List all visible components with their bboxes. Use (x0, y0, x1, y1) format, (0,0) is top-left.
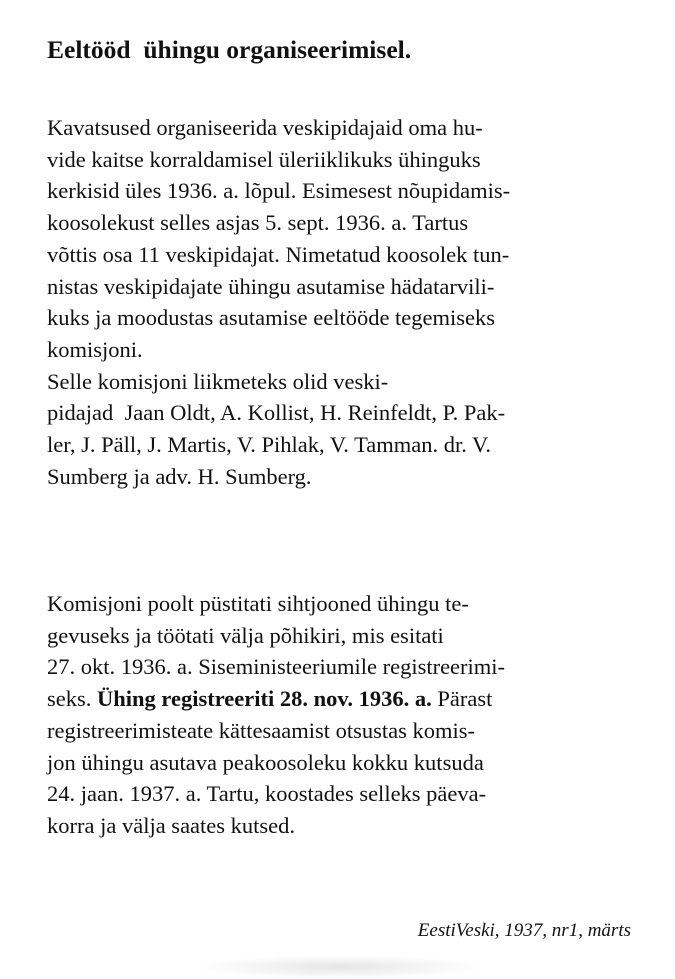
line-text: Pärast (431, 686, 493, 712)
paragraph-1-line: kerkisid üles 1936. a. lõpul. Esimesest nõupidamis- (47, 178, 511, 204)
paragraph-2 (47, 588, 505, 842)
paragraph-2-line: Komisjoni poolt püstitati sihtjooned ühingu te- (47, 591, 469, 616)
paragraph-1-line: võttis osa 11 veskipidajat. Nimetatud koosolek tun- (47, 241, 510, 267)
paragraph-1-line: Kavatsused organiseerida veskipidajaid oma hu- (47, 115, 483, 140)
line-text: seks. (47, 686, 97, 712)
paragraph-1-line: koosolekust selles asjas 5. sept. 1936. a. Tartus (47, 210, 469, 236)
paragraph-2-line: 27. okt. 1936. a. Siseministeeriumile registreerimi- (47, 654, 506, 680)
paragraph-1-line: vide kaitse korraldamisel üleriiklikuks ühinguks (47, 146, 481, 172)
paragraph-1-line: pidajad Jaan Oldt, A. Kollist, H. Reinfeldt, P. Pak- (47, 400, 506, 426)
registration-date-highlight: Ühing registreeriti 28. nov. 1936. a. (97, 686, 432, 712)
paragraph-2-line: registreerimisteate kättesaamist otsustas komis- (47, 717, 476, 743)
paragraph-2-line: gevuseks ja töötati välja põhikiri, mis esitati (47, 622, 444, 648)
source-citation: EestiVeski, 1937, nr1, märts (417, 920, 631, 941)
paragraph-2-line: korra ja välja saates kutsed. (47, 812, 296, 838)
paragraph-2-line (47, 683, 505, 715)
paragraph-1-line: nistas veskipidajate ühingu asutamise hädatarvili- (47, 273, 495, 299)
article-title: Eeltööd ühingu organiseerimisel. (47, 35, 412, 64)
paragraph-1-line: ler, J. Päll, J. Martis, V. Pihlak, V. Tamman. dr. V. (47, 432, 492, 458)
paragraph-2-line: 24. jaan. 1937. a. Tartu, koostades selleks päeva- (47, 781, 487, 807)
paragraph-2-line: jon ühingu asutava peakoosoleku kokku kutsuda (47, 749, 484, 775)
paragraph-1-line: kuks ja moodustas asutamise eeltööde tegemiseks (47, 305, 496, 331)
page-edge-shadow (195, 955, 485, 979)
paragraph-1-line: Sumberg ja adv. H. Sumberg. (47, 463, 312, 489)
paragraph-1-line: Selle komisjoni liikmeteks olid veski- (47, 368, 389, 394)
paragraph-1-line: komisjoni. (47, 336, 143, 362)
paragraph-1 (47, 112, 510, 492)
